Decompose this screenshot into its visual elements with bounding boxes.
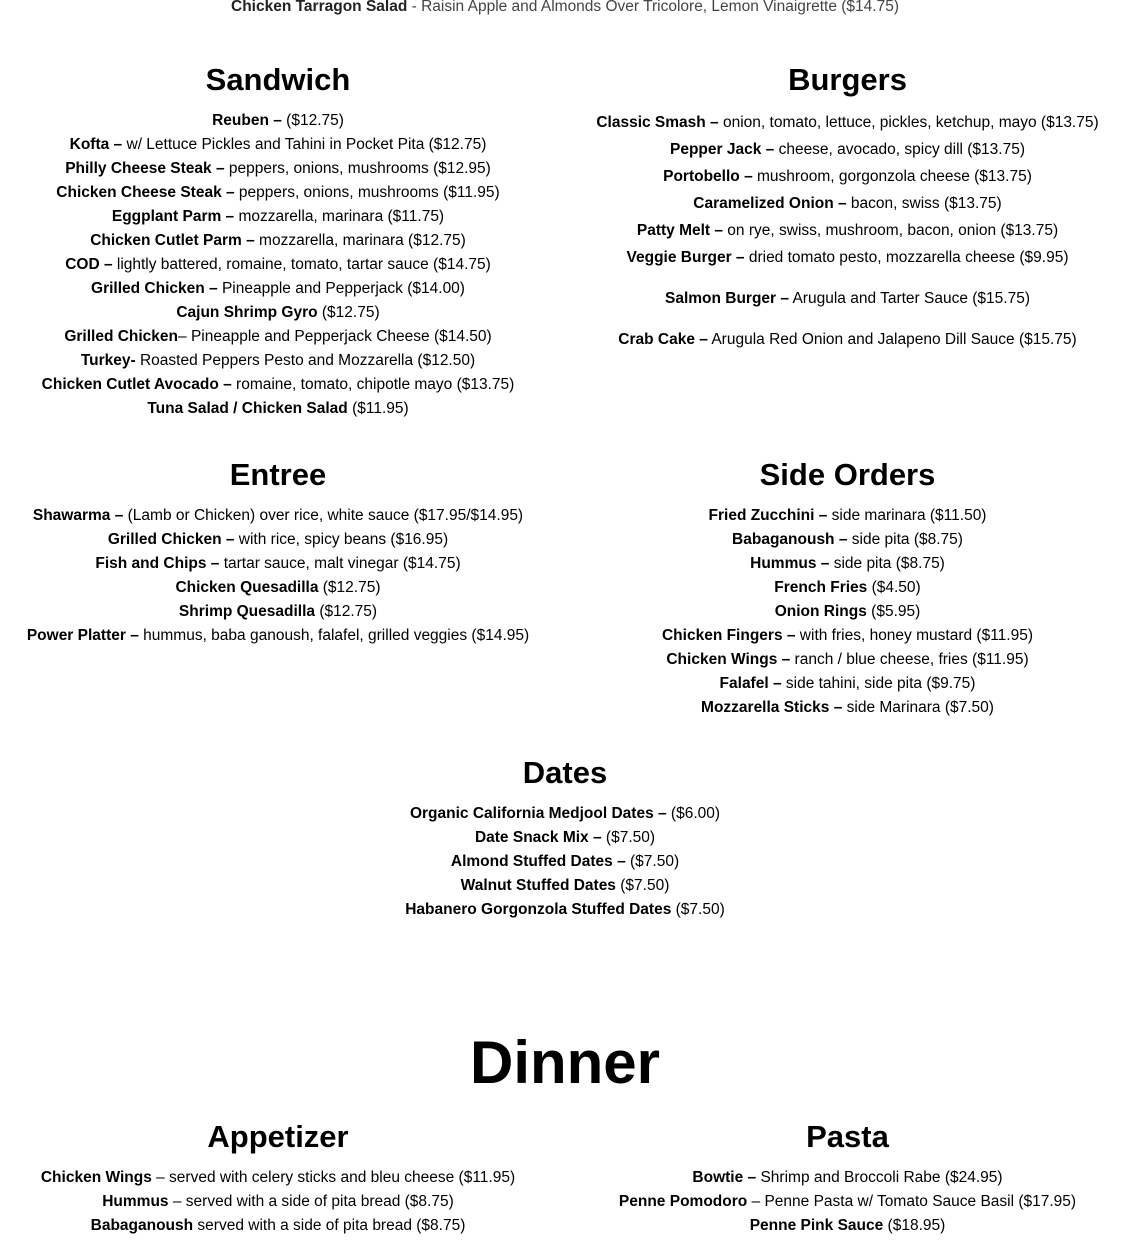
section-burgers — [565, 62, 1130, 353]
item-name: Penne Pomodoro — [618, 1193, 748, 1210]
menu-item — [0, 1166, 556, 1190]
item-desc: tartar sauce, malt vinegar ($14.75) — [219, 555, 461, 572]
menu-item — [0, 373, 556, 397]
item-name: Caramelized Onion – — [693, 195, 847, 212]
item-desc: Pineapple and Pepperjack ($14.00) — [217, 280, 465, 297]
item-desc: onion, tomato, lettuce, pickles, ketchup, mayo ($13.75) — [718, 114, 1099, 131]
menu-item — [565, 285, 1130, 312]
menu-item — [565, 217, 1130, 244]
item-desc: cheese, avocado, spicy dill ($13.75) — [774, 141, 1025, 158]
item-name: Reuben – — [212, 112, 282, 129]
item-name: Chicken Tarragon Salad — [231, 0, 408, 15]
item-name: French Fries — [774, 579, 868, 596]
item-desc: – Penne Pasta w/ Tomato Sauce Basil ($17.95) — [747, 1193, 1077, 1210]
menu-item — [0, 898, 1130, 922]
menu-item — [0, 157, 556, 181]
item-list — [565, 504, 1130, 720]
menu-item — [0, 874, 1130, 898]
menu-item — [0, 624, 556, 648]
menu-item — [565, 528, 1130, 552]
spacer — [565, 271, 1130, 285]
menu-item — [565, 244, 1130, 271]
section-title: Sandwich — [205, 62, 351, 97]
item-name: Shrimp Quesadilla — [178, 603, 316, 620]
item-desc: on rye, swiss, mushroom, bacon, onion ($13.75) — [723, 222, 1059, 239]
item-name: Penne Pink Sauce — [749, 1217, 884, 1234]
item-name: Grilled Chicken – — [91, 280, 218, 297]
item-desc: ($6.00) — [666, 805, 721, 822]
menu-item — [565, 576, 1130, 600]
item-list — [565, 109, 1130, 353]
item-desc: peppers, onions, mushrooms ($11.95) — [234, 184, 500, 201]
item-desc: side pita ($8.75) — [847, 531, 963, 548]
item-desc: ($4.50) — [867, 579, 921, 596]
item-name: Falafel – — [719, 675, 782, 692]
section-appetizer — [0, 1119, 556, 1238]
menu-item — [0, 528, 556, 552]
menu-item — [0, 826, 1130, 850]
item-name: Shawarma – — [32, 507, 124, 524]
menu-item — [565, 504, 1130, 528]
menu-item — [565, 1190, 1130, 1214]
item-desc: ($7.50) — [671, 901, 725, 918]
menu-item — [565, 109, 1130, 136]
item-desc: ($12.75) — [281, 112, 344, 129]
menu-item — [565, 696, 1130, 720]
item-name: Almond Stuffed Dates – — [450, 853, 626, 870]
item-desc: with rice, spicy beans ($16.95) — [234, 531, 449, 548]
item-name: Fried Zucchini – — [708, 507, 828, 524]
section-pasta — [565, 1119, 1130, 1238]
item-name: Chicken Wings — [40, 1169, 152, 1186]
menu-item — [0, 576, 556, 600]
item-desc: ($12.75) — [318, 579, 381, 596]
menu-item — [0, 301, 556, 325]
item-name: Chicken Fingers – — [661, 627, 796, 644]
menu-item — [0, 850, 1130, 874]
section-side-orders — [565, 457, 1130, 720]
menu-item — [0, 802, 1130, 826]
menu-item — [565, 1166, 1130, 1190]
item-desc: side pita ($8.75) — [829, 555, 945, 572]
item-desc: ($7.50) — [601, 829, 656, 846]
item-name: Eggplant Parm – — [111, 208, 235, 225]
section-title: Side Orders — [759, 457, 936, 492]
menu-item — [0, 397, 556, 421]
dinner-heading: Dinner — [469, 1029, 661, 1096]
top-menu-item — [0, 0, 1130, 16]
menu-item — [0, 253, 556, 277]
menu-item — [0, 349, 556, 373]
item-name: Babaganoush — [90, 1217, 194, 1234]
item-name: Cajun Shrimp Gyro — [176, 304, 318, 321]
item-desc: peppers, onions, mushrooms ($12.95) — [224, 160, 491, 177]
menu-item — [0, 1214, 556, 1238]
item-desc: ($12.75) — [315, 603, 378, 620]
item-name: Babaganoush – — [732, 531, 848, 548]
item-name: Patty Melt – — [636, 222, 723, 239]
item-desc: side tahini, side pita ($9.75) — [781, 675, 976, 692]
menu-item — [0, 181, 556, 205]
section-title: Dates — [522, 755, 608, 790]
item-desc: – Pineapple and Pepperjack Cheese ($14.50) — [178, 328, 492, 345]
item-desc: Arugula Red Onion and Jalapeno Dill Sauce ($15.75) — [707, 331, 1077, 348]
item-name: Tuna Salad / Chicken Salad — [147, 400, 348, 417]
item-name: Veggie Burger – — [626, 249, 745, 266]
menu-item — [0, 552, 556, 576]
item-name: Onion Rings — [774, 603, 867, 620]
item-desc: ($11.95) — [347, 400, 409, 417]
item-name: Kofta – — [69, 136, 123, 153]
item-name: Walnut Stuffed Dates — [460, 877, 616, 894]
item-name: Grilled Chicken – — [107, 531, 235, 548]
section-title: Pasta — [806, 1119, 889, 1154]
item-list — [0, 802, 1130, 922]
item-name: Crab Cake – — [618, 331, 708, 348]
item-name: Chicken Wings – — [666, 651, 791, 668]
item-desc: side marinara ($11.50) — [827, 507, 987, 524]
item-desc: romaine, tomato, chipotle mayo ($13.75) — [231, 376, 515, 393]
section-title: Entree — [229, 457, 327, 492]
item-name: Date Snack Mix – — [474, 829, 602, 846]
item-desc: lightly battered, romaine, tomato, tartar sauce ($14.75) — [112, 256, 491, 273]
item-name: Organic California Medjool Dates – — [409, 805, 667, 822]
item-desc: Shrimp and Broccoli Rabe ($24.95) — [756, 1169, 1003, 1186]
item-list — [0, 109, 556, 421]
item-name: Classic Smash – — [596, 114, 719, 131]
item-desc: – served with celery sticks and bleu cheese ($11.95) — [151, 1169, 516, 1186]
item-name: Bowtie – — [692, 1169, 757, 1186]
item-name: Chicken Quesadilla — [175, 579, 319, 596]
menu-item — [565, 326, 1130, 353]
menu-item — [0, 504, 556, 528]
menu-item — [0, 109, 556, 133]
spacer — [565, 312, 1130, 326]
item-desc: - Raisin Apple and Almonds Over Tricolore, Lemon Vinaigrette ($14.75) — [407, 0, 899, 15]
item-desc: w/ Lettuce Pickles and Tahini in Pocket Pita ($12.75) — [122, 136, 487, 153]
item-name: Mozzarella Sticks – — [701, 699, 843, 716]
item-name: Turkey- — [80, 352, 136, 369]
item-desc: served with a side of pita bread ($8.75) — [193, 1217, 466, 1234]
item-desc: hummus, baba ganoush, falafel, grilled veggies ($14.95) — [138, 627, 530, 644]
item-name: Chicken Cutlet Avocado – — [41, 376, 232, 393]
item-desc: – served with a side of pita bread ($8.75) — [168, 1193, 454, 1210]
item-name: Portobello – — [663, 168, 753, 185]
menu-item — [0, 277, 556, 301]
menu-item — [565, 600, 1130, 624]
menu-item — [565, 163, 1130, 190]
item-list — [0, 504, 556, 648]
item-name: Power Platter – — [26, 627, 139, 644]
item-name: Fish and Chips – — [95, 555, 220, 572]
item-name: Chicken Cutlet Parm – — [90, 232, 255, 249]
menu-item — [565, 136, 1130, 163]
item-name: Hummus – — [750, 555, 830, 572]
item-desc: ($7.50) — [625, 853, 680, 870]
item-name: Habanero Gorgonzola Stuffed Dates — [405, 901, 672, 918]
item-desc: bacon, swiss ($13.75) — [846, 195, 1002, 212]
item-name: Hummus — [102, 1193, 169, 1210]
item-list — [565, 1166, 1130, 1238]
item-desc: Roasted Peppers Pesto and Mozzarella ($12.50) — [135, 352, 476, 369]
item-name: Salmon Burger – — [664, 290, 790, 307]
menu-item — [0, 325, 556, 349]
section-title: Burgers — [788, 62, 907, 97]
item-name: Chicken Cheese Steak – — [56, 184, 235, 201]
menu-item — [0, 205, 556, 229]
item-name: COD – — [65, 256, 113, 273]
item-desc: mushroom, gorgonzola cheese ($13.75) — [752, 168, 1032, 185]
menu-item — [565, 190, 1130, 217]
item-name: Philly Cheese Steak – — [65, 160, 225, 177]
menu-item — [565, 624, 1130, 648]
menu-item — [565, 672, 1130, 696]
menu-item — [0, 133, 556, 157]
menu-item — [565, 648, 1130, 672]
section-sandwich — [0, 62, 556, 421]
menu-item — [565, 1214, 1130, 1238]
item-desc: ranch / blue cheese, fries ($11.95) — [790, 651, 1029, 668]
item-desc: ($7.50) — [615, 877, 670, 894]
item-desc: ($5.95) — [866, 603, 921, 620]
menu-item — [0, 1190, 556, 1214]
item-desc: mozzarella, marinara ($11.75) — [234, 208, 445, 225]
item-name: Pepper Jack – — [670, 141, 775, 158]
menu-item — [0, 600, 556, 624]
item-desc: (Lamb or Chicken) over rice, white sauce ($17.95/$14.95) — [123, 507, 524, 524]
item-desc: Arugula and Tarter Sauce ($15.75) — [789, 290, 1030, 307]
menu-item — [0, 229, 556, 253]
section-title: Appetizer — [207, 1119, 349, 1154]
section-dates — [0, 755, 1130, 922]
menu-item — [565, 552, 1130, 576]
item-desc: mozzarella, marinara ($12.75) — [254, 232, 466, 249]
item-desc: dried tomato pesto, mozzarella cheese ($9.95) — [744, 249, 1069, 266]
item-list — [0, 1166, 556, 1238]
item-desc: ($12.75) — [317, 304, 380, 321]
item-desc: ($18.95) — [883, 1217, 946, 1234]
item-name: Grilled Chicken — [64, 328, 179, 345]
section-entree — [0, 457, 556, 648]
item-desc: side Marinara ($7.50) — [842, 699, 994, 716]
item-desc: with fries, honey mustard ($11.95) — [795, 627, 1033, 644]
